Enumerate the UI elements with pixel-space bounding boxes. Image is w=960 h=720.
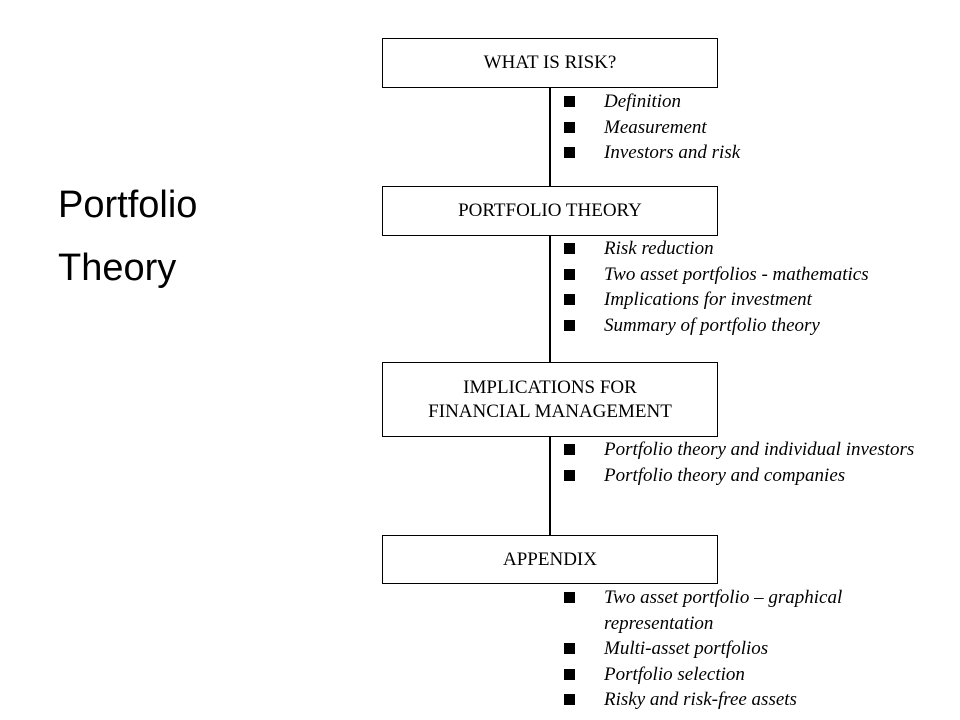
flow-connector-line [549,88,551,535]
list-item [564,115,740,141]
list-item-text: Portfolio theory and companies [604,464,846,486]
square-bullet-icon [564,669,575,680]
box-heading: APPENDIX [503,548,597,570]
list-item-text: Portfolio theory and individual investors [604,439,915,460]
slide-title-line-2: Theory [58,247,177,289]
list-item-text: Summary of portfolio theory [604,314,820,336]
list-item [564,662,842,688]
list-item [564,313,869,339]
square-bullet-icon [564,147,575,158]
box-heading: WHAT IS RISK? [483,52,617,73]
square-bullet-icon [564,592,575,603]
square-bullet-icon [564,96,575,107]
square-bullet-icon [564,470,575,481]
list-item [564,89,740,115]
list-item [564,437,914,463]
box-what-is-risk [382,38,718,88]
list-item [564,140,740,166]
list-item-text: Definition [604,91,682,112]
list-item-text: Risky and risk-free assets [604,689,797,710]
list-item-text: Two asset portfolios - mathematics [604,263,869,285]
list-item-text: Multi-asset portfolios [604,638,769,659]
box-appendix [382,535,718,584]
box-heading-line-2: FINANCIAL MANAGEMENT [428,400,672,422]
square-bullet-icon [564,694,575,705]
square-bullet-icon [564,320,575,331]
list-item-text: Investors and risk [604,142,741,163]
square-bullet-icon [564,643,575,654]
box-implications [382,362,718,437]
list-item [564,463,914,489]
slide-title [58,174,197,300]
list-implications [564,437,914,488]
list-item [564,687,842,713]
list-appendix [564,585,842,713]
list-item-text-continued: representation [604,612,714,634]
square-bullet-icon [564,269,575,280]
square-bullet-icon [564,122,575,133]
list-item [564,262,869,288]
box-heading-line-1: IMPLICATIONS FOR [463,376,637,398]
list-item-text: Two asset portfolio – graphical [604,587,843,608]
box-heading: PORTFOLIO THEORY [458,200,642,221]
square-bullet-icon [564,243,575,254]
box-portfolio-theory [382,186,718,236]
list-item [564,287,869,313]
list-item-text: Risk reduction [604,238,714,259]
list-item-text: Implications for investment [604,289,812,310]
list-what-is-risk [564,89,740,166]
slide-title-line-1: Portfolio [58,184,198,226]
list-item [564,585,842,636]
square-bullet-icon [564,444,575,455]
list-portfolio-theory [564,236,869,338]
list-item-text: Portfolio selection [604,663,745,685]
square-bullet-icon [564,294,575,305]
list-item [564,236,869,262]
list-item [564,636,842,662]
list-item-text: Measurement [604,116,707,138]
